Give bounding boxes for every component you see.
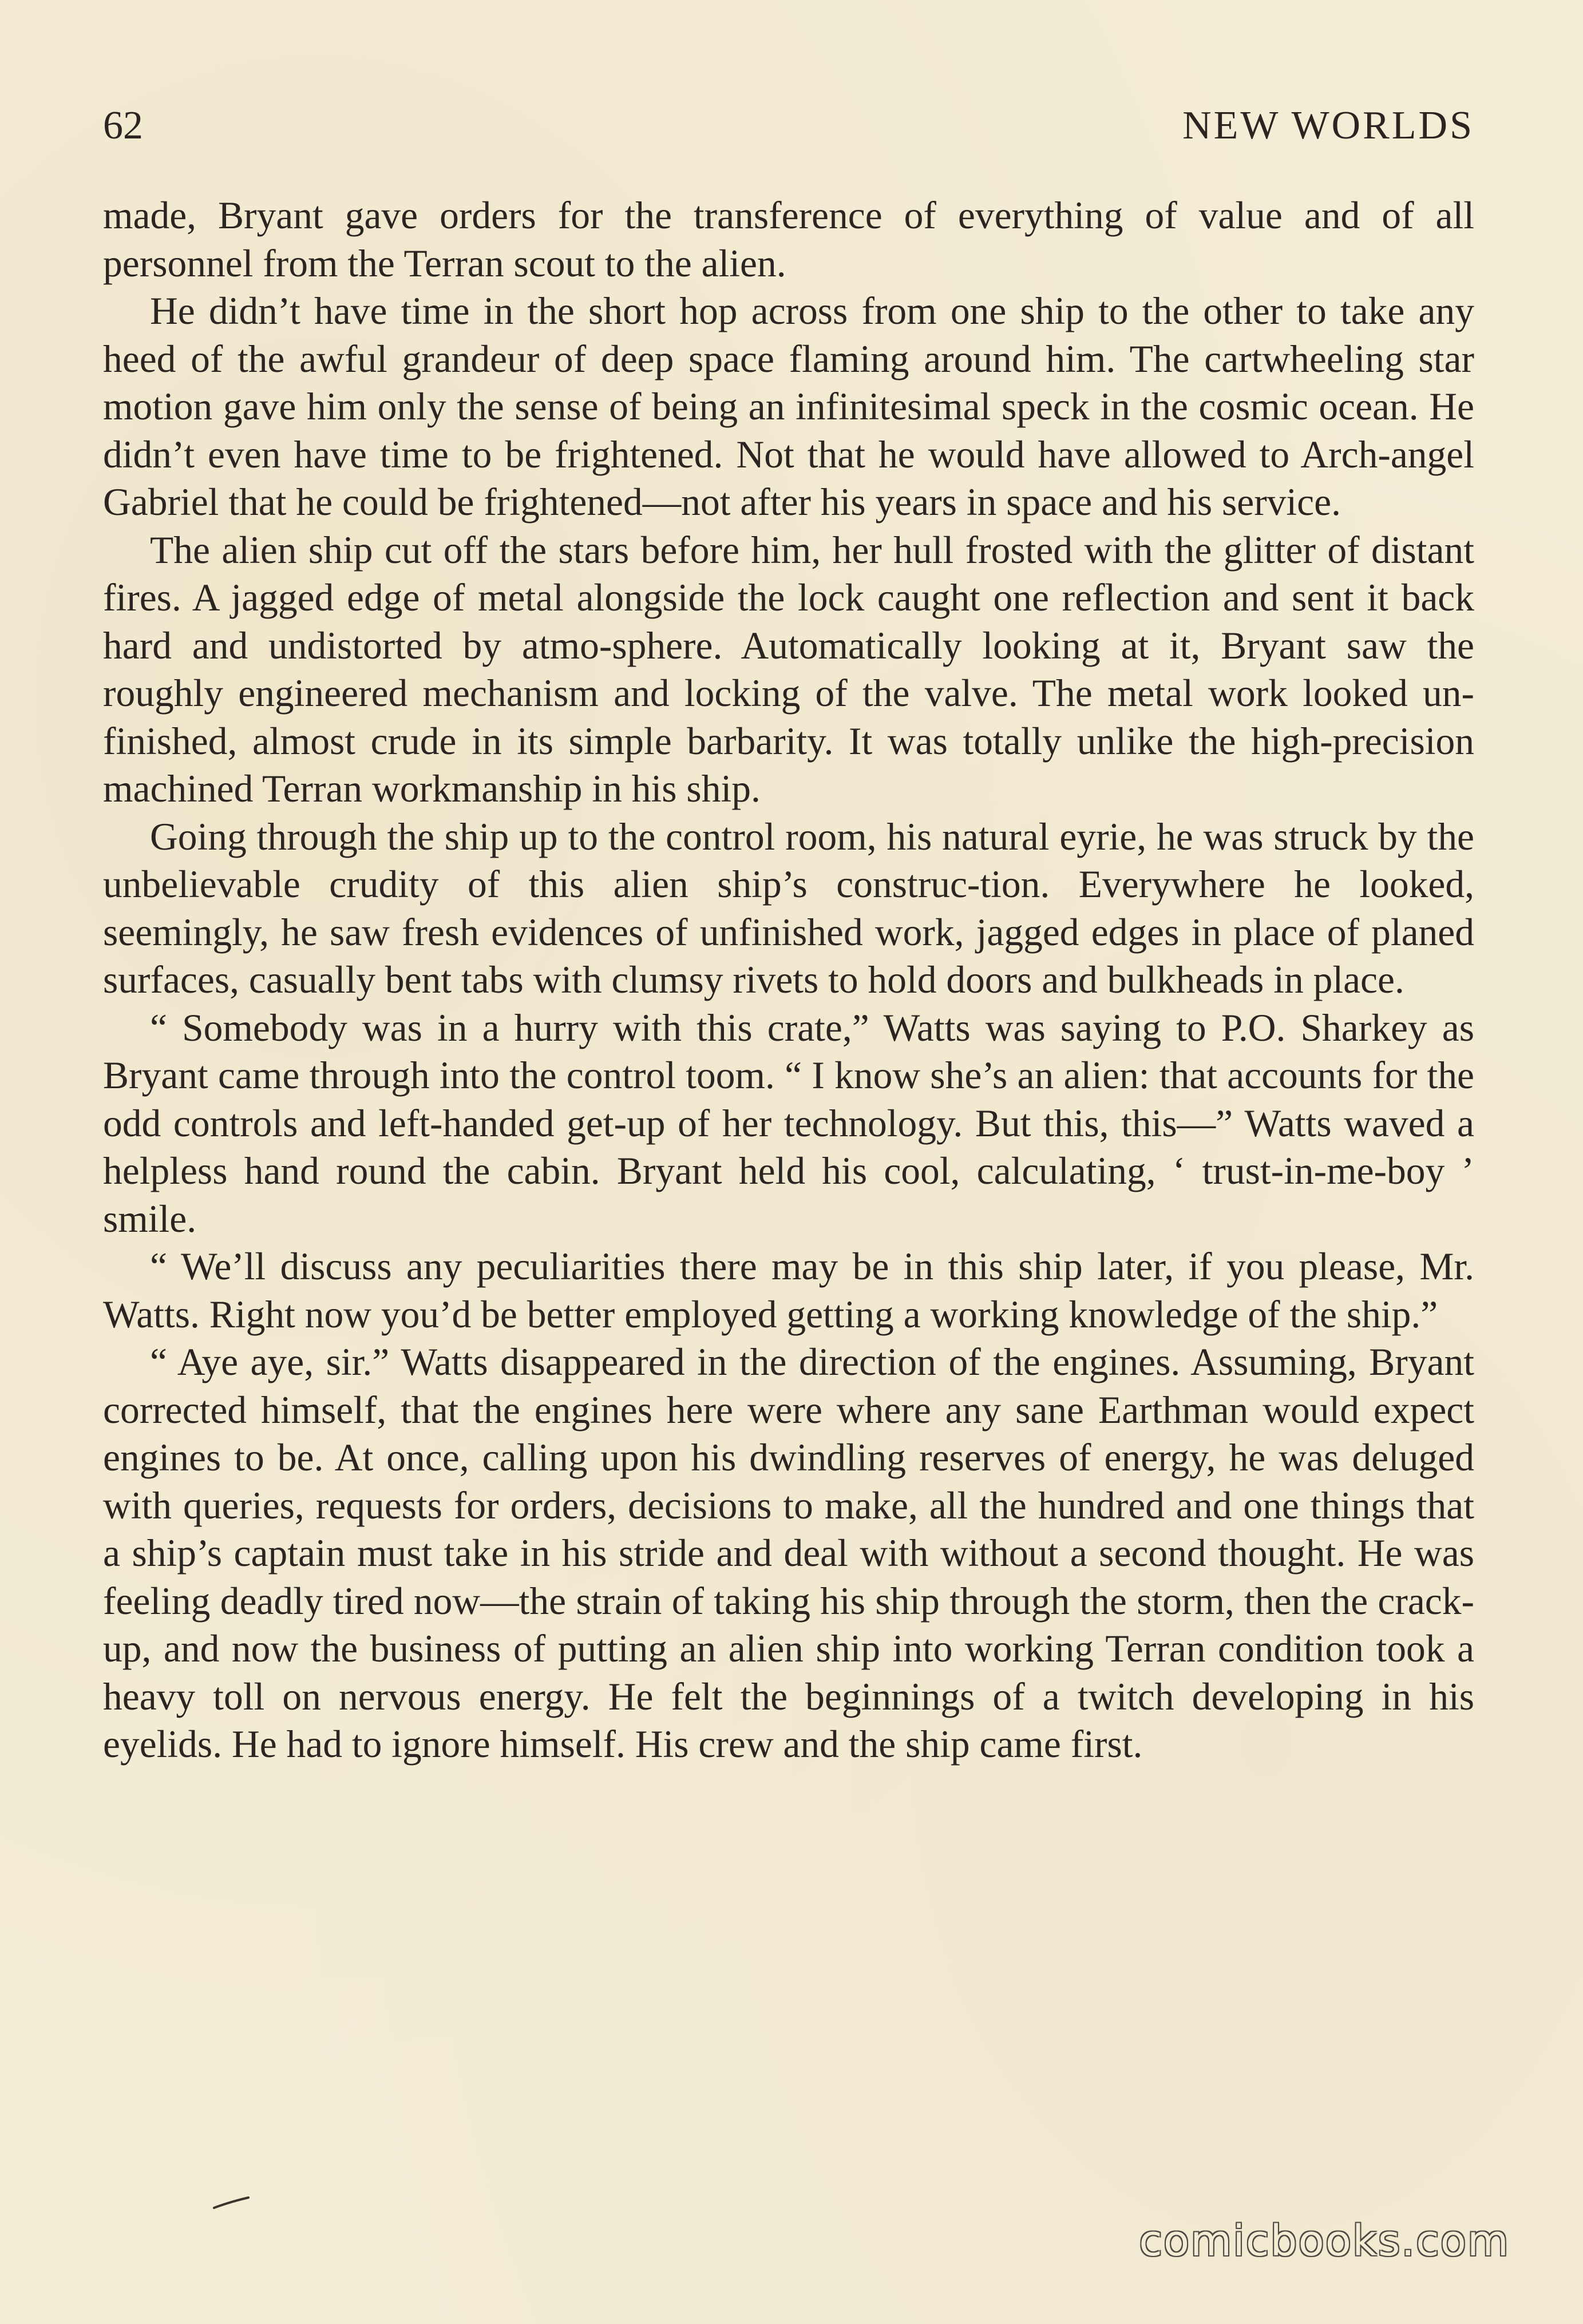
pen-stroke-mark — [212, 2194, 252, 2211]
paragraph-5: “ Somebody was in a hurry with this crate,” Watts was saying to P.O. Sharkey as Bryant came through into the control toom. “ I know she’s an alien: that accounts for the odd controls and left-handed get-up of her technology. But this, this—” Watts waved a helpless hand round the cabin. Bryant held his cool, calculating, ‘ trust-in-me-boy ’ smile. — [103, 1006, 1474, 1240]
watermark: comicbooks.com — [1139, 2216, 1510, 2266]
paragraph-2: He didn’t have time in the short hop across from one ship to the other to take any heed of the awful grandeur of deep space flaming around him. The cartwheeling star motion gave him only the sense of being an infinitesimal speck in the cosmic ocean. He didn’t even have time to be frightened. Not that he would have allowed to Arch-angel Gabriel that he could be frightened—not after his years in space and his service. — [103, 289, 1474, 524]
paragraph-1: made, Bryant gave orders for the transference of everything of value and of all personnel from the Terran scout to the alien. — [103, 194, 1474, 285]
page-number: 62 — [103, 104, 143, 148]
body-text — [103, 192, 1474, 1768]
paragraph-3: The alien ship cut off the stars before him, her hull frosted with the glitter of distant fires. A jagged edge of metal alongside the lock caught one reflection and sent it back hard and undistorted by atmo-sphere. Automatically looking at it, Bryant saw the roughly engineered mechanism and locking of the valve. The metal work looked un-finished, almost crude in its simple barbarity. It was totally unlike the high-precision machined Terran workmanship in his ship. — [103, 528, 1474, 810]
paragraph-7: “ Aye aye, sir.” Watts disappeared in the direction of the engines. Assuming, Bryant corrected himself, that the engines here were where any sane Earthman would expect engines to be. At once, calling upon his dwindling reserves of energy, he was deluged with queries, requests for orders, decisions to make, all the hundred and one things that a ship’s captain must take in his stride and deal with without a second thought. He was feeling deadly tired now—the strain of taking his ship through the storm, then the crack-up, and now the business of putting an alien ship into working Terran condition took a heavy toll on nervous energy. He felt the beginnings of a twitch developing in his eyelids. He had to ignore himself. His crew and the ship came first. — [103, 1341, 1474, 1766]
page-header — [103, 97, 1474, 154]
paragraph-6: “ We’ll discuss any peculiarities there may be in this ship later, if you please, Mr. Watts. Right now you’d be better employed getting a working knowledge of the ship.” — [103, 1245, 1474, 1336]
running-title: NEW WORLDS — [1182, 104, 1474, 148]
paragraph-4: Going through the ship up to the control room, his natural eyrie, he was struck by the unbelievable crudity of this alien ship’s construc-tion. Everywhere he looked, seemingly, he saw fresh evidences of unfinished work, jagged edges in place of planed surfaces, casually bent tabs with clumsy rivets to hold doors and bulkheads in place. — [103, 815, 1474, 1001]
